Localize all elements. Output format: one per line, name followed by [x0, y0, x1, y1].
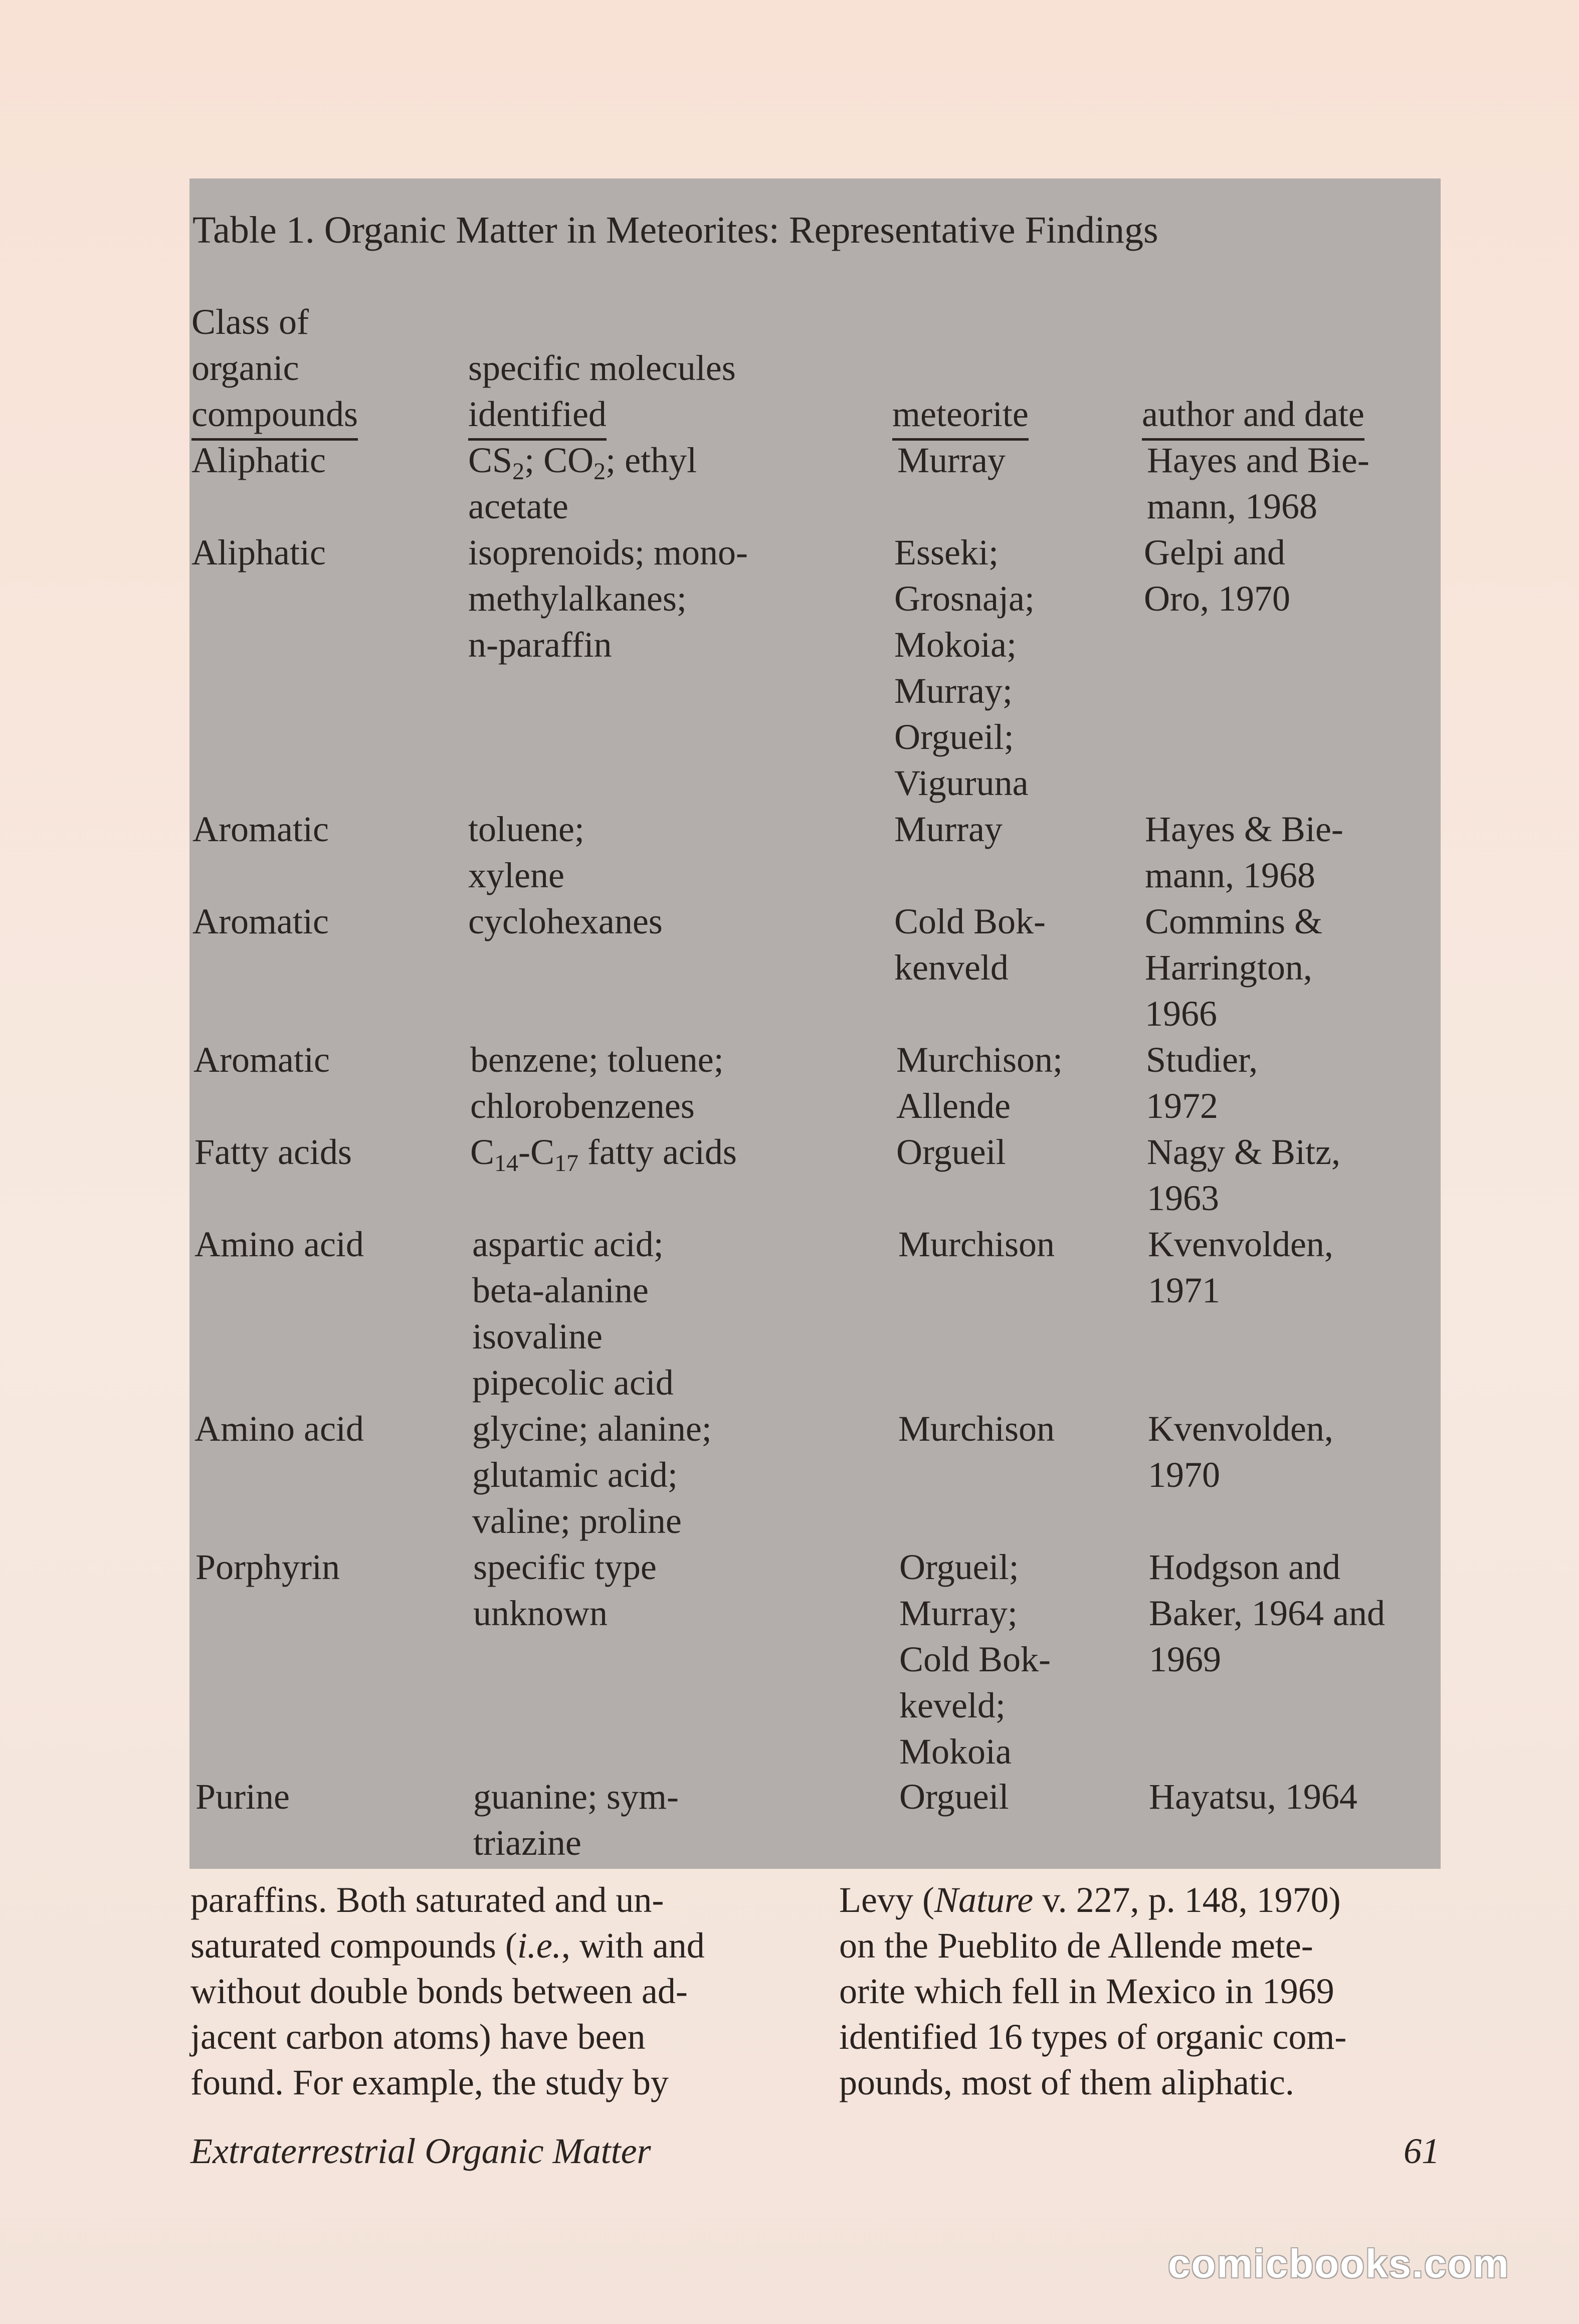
cell-line: Hayes and Bie-: [1147, 440, 1369, 480]
cell-line: xylene: [468, 855, 564, 895]
header-class-line: Class of: [191, 302, 309, 342]
table-row-4-molecules: [468, 898, 663, 944]
cell-line: Amino acid: [194, 1409, 364, 1449]
cell-line: Orgueil: [899, 1777, 1009, 1817]
cell-line: methylalkanes;: [468, 578, 687, 619]
table-row-7-molecules: [472, 1221, 674, 1406]
header-molecules-line: identified: [468, 391, 607, 441]
cell-line: Orgueil;: [894, 717, 1014, 757]
table-row-1-author: [1147, 437, 1369, 529]
table-row-5-meteorite: [896, 1037, 1063, 1129]
cell-line: Murray: [897, 440, 1006, 480]
cell-line: Mokoia: [899, 1731, 1012, 1772]
cell-line: guanine; sym-: [473, 1777, 679, 1817]
table-row-7-class: [194, 1221, 364, 1267]
body-line: without double bonds between ad-: [190, 1971, 688, 2011]
table-row-8-molecules: [472, 1406, 712, 1544]
cell-line: Aliphatic: [191, 532, 326, 572]
cell-line: toluene;: [468, 809, 584, 849]
cell-line: Hayes & Bie-: [1145, 809, 1343, 849]
cell-line: kenveld: [894, 947, 1009, 988]
cell-line: Amino acid: [194, 1224, 364, 1264]
cell-line: 1972: [1146, 1086, 1218, 1126]
findings-table: [189, 178, 1441, 1869]
cell-line: chlorobenzenes: [470, 1086, 695, 1126]
cell-line: Aromatic: [192, 809, 329, 849]
header-author-line: author and date: [1142, 391, 1364, 441]
cell-line: Hayatsu, 1964: [1149, 1777, 1357, 1817]
page-number: 61: [1404, 2131, 1440, 2171]
cell-line: Murray;: [899, 1593, 1018, 1633]
table-row-10-class: [195, 1774, 290, 1820]
header-molecules: [468, 345, 736, 441]
table-row-3-author: [1145, 806, 1343, 898]
cell-line: Murchison;: [896, 1040, 1063, 1080]
cell-line: Allende: [896, 1086, 1011, 1126]
body-line: paraffins. Both saturated and un-: [190, 1880, 664, 1920]
cell-line: Esseki;: [894, 532, 999, 572]
cell-line: Commins &: [1145, 901, 1323, 941]
cell-line: Harrington,: [1145, 947, 1312, 988]
table-row-9-class: [195, 1544, 340, 1590]
cell-line: 1969: [1149, 1639, 1221, 1679]
cell-line: Mokoia;: [894, 625, 1017, 665]
cell-line: Orgueil: [896, 1132, 1006, 1172]
header-class: [191, 299, 358, 441]
table-row-10-meteorite: [899, 1774, 1009, 1820]
cell-line: 1963: [1147, 1178, 1219, 1218]
body-line: orite which fell in Mexico in 1969: [839, 1971, 1334, 2011]
table-row-2-molecules: [468, 529, 748, 668]
cell-line: Purine: [195, 1777, 290, 1817]
cell-line: acetate: [468, 486, 568, 526]
cell-line: Porphyrin: [195, 1547, 340, 1587]
cell-line: Studier,: [1146, 1040, 1258, 1080]
cell-line: mann, 1968: [1145, 855, 1315, 895]
body-line: pounds, most of them aliphatic.: [839, 2062, 1294, 2102]
body-line: identified 16 types of organic com-: [839, 2017, 1347, 2057]
table-row-3-molecules: [468, 806, 584, 898]
table-row-5-author: [1146, 1037, 1258, 1129]
cell-line: Baker, 1964 and: [1149, 1593, 1385, 1633]
table-row-4-meteorite: [894, 898, 1046, 991]
header-author: [1142, 391, 1364, 441]
cell-line: Nagy & Bitz,: [1147, 1132, 1340, 1172]
cell-line: Gelpi and: [1144, 532, 1285, 572]
table-row-2-class: [191, 529, 326, 575]
cell-line: Aromatic: [193, 1040, 330, 1080]
header-class-line: compounds: [191, 391, 358, 441]
table-row-1-class: [191, 437, 326, 483]
header-meteorite-line: meteorite: [892, 391, 1029, 441]
cell-line: Kvenvolden,: [1148, 1409, 1333, 1449]
table-row-6-class: [194, 1129, 352, 1175]
cell-line: Viguruna: [894, 763, 1029, 803]
cell-line: glycine; alanine;: [472, 1409, 712, 1449]
site-watermark: comicbooks.com: [1168, 2241, 1510, 2286]
table-row-2-author: [1144, 529, 1290, 622]
cell-line: Grosnaja;: [894, 578, 1035, 619]
cell-line: Murray: [894, 809, 1003, 849]
cell-line: Cold Bok-: [894, 901, 1046, 941]
cell-line: Kvenvolden,: [1148, 1224, 1333, 1264]
body-line: Levy (Nature v. 227, p. 148, 1970): [839, 1880, 1341, 1920]
cell-line: 1966: [1145, 994, 1217, 1034]
body-text-left-column: [190, 1877, 797, 2105]
body-text-right-column: [839, 1877, 1446, 2105]
cell-line: unknown: [473, 1593, 608, 1633]
cell-line: isoprenoids; mono-: [468, 532, 748, 572]
table-row-2-meteorite: [894, 529, 1035, 806]
cell-line: Oro, 1970: [1144, 578, 1290, 619]
cell-line: mann, 1968: [1147, 486, 1317, 526]
table-row-7-meteorite: [898, 1221, 1055, 1267]
table-row-1-meteorite: [897, 437, 1006, 483]
table-row-8-author: [1148, 1406, 1333, 1498]
cell-line: aspartic acid;: [472, 1224, 664, 1264]
table-row-10-author: [1149, 1774, 1357, 1820]
table-row-10-molecules: [473, 1774, 679, 1866]
cell-line: 1970: [1148, 1455, 1220, 1495]
cell-line: $C_{14}-C_{17}$ fatty acids: [470, 1132, 737, 1177]
header-molecules-line: specific molecules: [468, 348, 736, 388]
cell-line: Murchison: [898, 1224, 1055, 1264]
cell-line: Hodgson and: [1149, 1547, 1340, 1587]
header-meteorite: [892, 391, 1029, 441]
table-row-9-meteorite: [899, 1544, 1051, 1775]
cell-line: valine; proline: [472, 1501, 682, 1541]
table-row-9-molecules: [473, 1544, 657, 1636]
cell-line: Orgueil;: [899, 1547, 1019, 1587]
cell-line: pipecolic acid: [472, 1363, 674, 1403]
cell-line: Fatty acids: [194, 1132, 352, 1172]
table-title: Table 1. Organic Matter in Meteorites: Representative Findings: [192, 209, 1158, 251]
table-row-1-molecules: [468, 437, 697, 529]
cell-line: specific type: [473, 1547, 657, 1587]
running-title: Extraterrestrial Organic Matter: [190, 2131, 651, 2171]
cell-line: Aliphatic: [191, 440, 326, 480]
cell-line: Murchison: [898, 1409, 1055, 1449]
table-row-6-author: [1147, 1129, 1340, 1221]
cell-line: Cold Bok-: [899, 1639, 1051, 1679]
cell-line: benzene; toluene;: [470, 1040, 724, 1080]
table-row-4-class: [192, 898, 329, 944]
table-row-6-molecules: [470, 1129, 737, 1175]
cell-line: keveld;: [899, 1685, 1006, 1725]
cell-line: isovaline: [472, 1316, 603, 1357]
table-row-4-author: [1145, 898, 1322, 1037]
table-row-5-molecules: [470, 1037, 724, 1129]
table-row-5-class: [193, 1037, 330, 1083]
cell-line: triazine: [473, 1823, 581, 1863]
body-line: jacent carbon atoms) have been: [190, 2017, 646, 2057]
body-line: on the Pueblito de Allende mete-: [839, 1925, 1313, 1966]
table-row-8-class: [194, 1406, 364, 1452]
table-row-6-meteorite: [896, 1129, 1006, 1175]
cell-line: $CS_2$; $CO_2$; ethyl: [468, 440, 697, 485]
table-row-9-author: [1149, 1544, 1385, 1682]
cell-line: Aromatic: [192, 901, 329, 941]
table-row-3-class: [192, 806, 329, 852]
cell-line: glutamic acid;: [472, 1455, 678, 1495]
table-row-8-meteorite: [898, 1406, 1055, 1452]
body-line: found. For example, the study by: [190, 2062, 669, 2102]
cell-line: cyclohexanes: [468, 901, 663, 941]
header-class-line: organic: [191, 348, 299, 388]
cell-line: beta-alanine: [472, 1270, 649, 1310]
table-row-7-author: [1148, 1221, 1333, 1313]
body-line: saturated compounds (i.e., with and: [190, 1925, 705, 1966]
cell-line: 1971: [1148, 1270, 1220, 1310]
cell-line: n-paraffin: [468, 625, 612, 665]
table-row-3-meteorite: [894, 806, 1003, 852]
cell-line: Murray;: [894, 671, 1013, 711]
